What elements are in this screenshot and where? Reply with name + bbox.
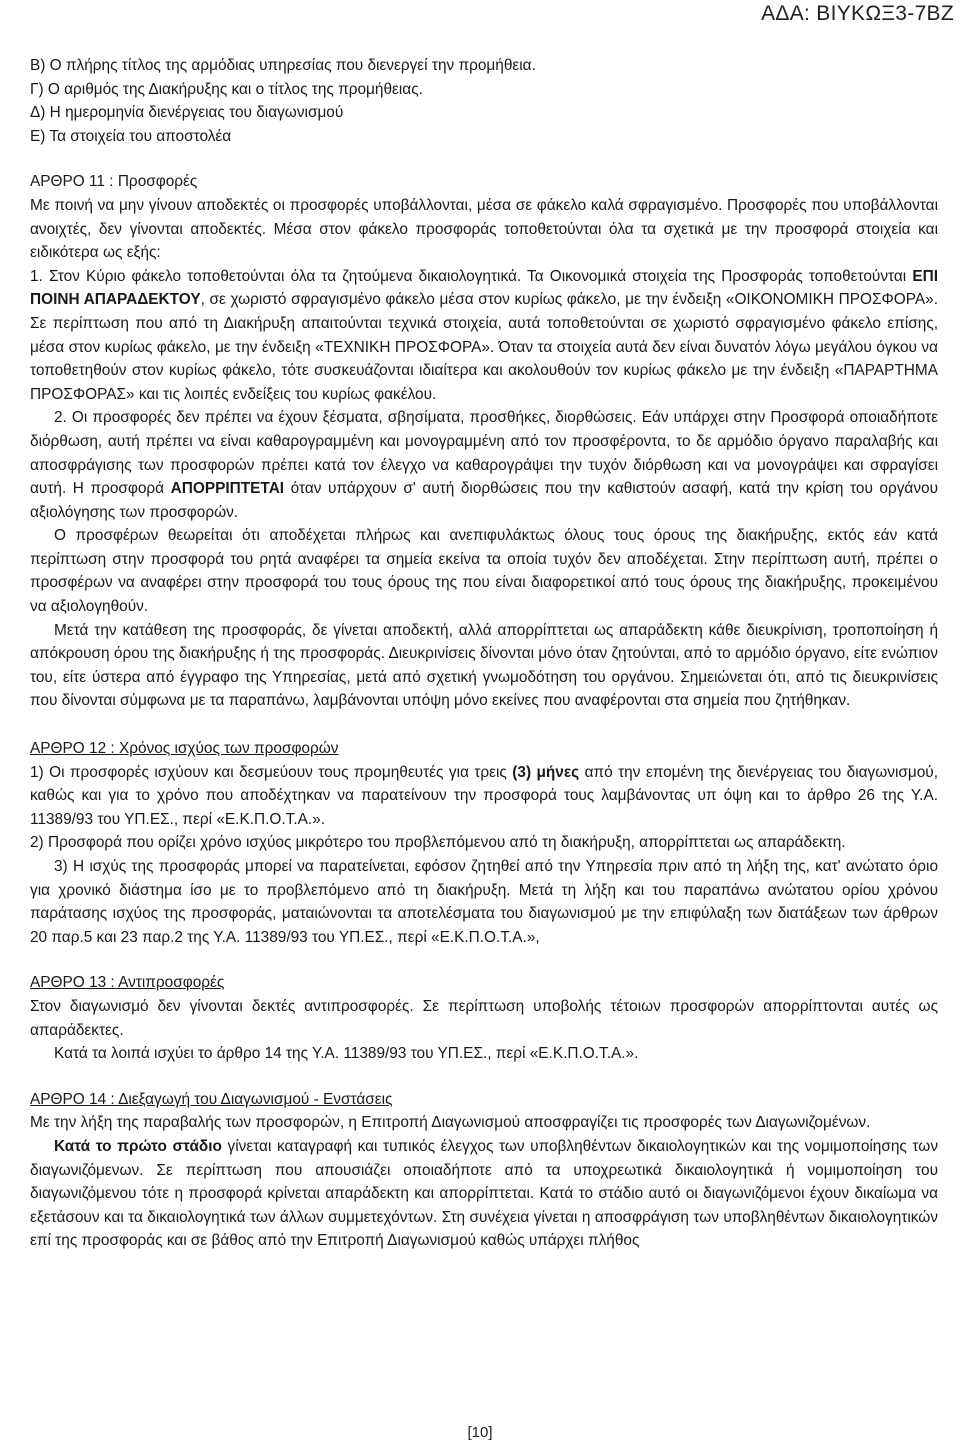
ada-code: ΑΔΑ: ΒΙΥΚΩΞ3-7ΒΖ [761,2,954,25]
bold-text: (3) μήνες [512,763,580,781]
article-12-paragraph-3: 3) Η ισχύς της προσφοράς μπορεί να παρατείνεται, εφόσον ζητηθεί από την Υπηρεσία πριν από τη λήξη της, κατ' ανώτατο όριο για χρονικό διάστημα ίσο με το προβλεπόμενο από τη διακήρυξη. Μετά τη λήξη και του παραπάνω ανώτατου ορίου χρόνου παράτασης ισχύος της προσφοράς, ματαιώνονται τα αποτελέσματα του διαγωνισμού με την επιφύλαξη των διατάξεων των άρθρων 20 παρ.5 και 23 παρ.2 της Υ.Α. 11389/93 του ΥΠ.ΕΣ., περί «Ε.Κ.Π.Ο.Τ.Α.», [30,858,938,946]
article-13-paragraph-1: Στον διαγωνισμό δεν γίνονται δεκτές αντιπροσφορές. Σε περίπτωση υποβολής τέτοιων προσφορών απορρίπτονται αυτές ως απαράδεκτες. [30,997,938,1039]
article-13-heading: ΑΡΘΡΟ 13 : Αντιπροσφορές [30,974,225,992]
list-item-g: Γ) Ο αριθμός της Διακήρυξης και ο τίτλος της προμήθειας. [30,80,423,98]
bold-text: Κατά το πρώτο στάδιο [54,1137,222,1155]
text-run: όταν υπάρχουν σ' αυτή διορθώσεις που την καθιστούν ασαφή, κατά την κρίση του οργάνου αξιολόγησης των προσφορών. [30,480,939,521]
article-12-heading: ΑΡΘΡΟ 12 : Χρόνος ισχύος των προσφορών [30,740,339,758]
article-14-heading: ΑΡΘΡΟ 14 : Διεξαγωγή του Διαγωνισμού - Ενστάσεις [30,1090,393,1108]
text-run: 2. Οι προσφορές δεν πρέπει να έχουν ξέσματα, σβησίματα, προσθήκες, διορθώσεις. Εάν υπάρχει στην Προσφορά οποιαδήποτε διόρθωση, αυτή πρέπει να είναι καθαρογραμμένη και μονογραμμένη από τον προσφέροντα, το δε αρμόδιο όργανο παραλαβής και αποσφράγισης των προσφορών πρέπει κατά τον έλεγχο να καθαρογράψει την τυχόν διόρθωση και να μονογράψει και σφραγίσει αυτή. Η προσφορά [30,409,938,498]
article-14-paragraph-1: Με την λήξη της παραβαλής των προσφορών, η Επιτροπή Διαγωνισμού αποσφραγίζει τις προσφορές των Διαγωνιζομένων. [30,1114,871,1132]
list-item-d: Δ) Η ημερομηνία διενέργειας του διαγωνισμού [30,104,344,122]
page-number: [10] [467,1424,493,1441]
text-run: γίνεται καταγραφή και τυπικός έλεγχος των υποβληθέντων δικαιολογητικών και της νομιμοποίησης των διαγωνιζόμενων. Σε περίπτωση που απουσιάζει οποιαδήποτε από τα υποχρεωτικά δικαιολογητικά ή νομιμοποίηση του διαγωνιζόμενου τότε η προσφορά κρίνεται απαράδεκτη και απορρίπτεται. Κατά το στάδιο αυτό οι διαγωνιζόμενοι έχουν δικαίωμα να εξετάσουν και τα δικαιολογητικά των άλλων συμμετεχόντων. Στη συνέχεια γίνεται η αποσφράγιση των υποβληθέντων δικαιολογητικών επί της προσφοράς και σε βάθος από την Επιτροπή Διαγωνισμού καθώς υπάρχει πλήθος [30,1137,939,1250]
article-11-heading: ΑΡΘΡΟ 11 : Προσφορές [30,173,198,191]
text-run: , σε χωριστό σφραγισμένο φάκελο μέσα στον κυρίως φάκελο, με την ένδειξη «ΟΙΚΟΝΟΜΙΚΗ ΠΡΟΣΦΟΡΑ». Σε περίπτωση που από τη Διακήρυξη απαιτούνται τεχνικά στοιχεία, αυτά τοποθετούνται σε χωριστό σφραγισμένο φάκελο επίσης, μέσα στον κυρίως φάκελο, με την ένδειξη «ΤΕΧΝΙΚΗ ΠΡΟΣΦΟΡΑ». Όταν τα στοιχεία αυτά δεν είναι δυνατόν λόγω μεγάλου όγκου να τοποθετηθούν στον κυρίως φάκελο, τότε συσκευάζονται ιδιαίτερα και ακολουθούν τον κυρίως φάκελο με την ένδειξη «ΠΑΡΑΡΤΗΜΑ ΠΡΟΣΦΟΡΑΣ» και τις λοιπές ενδείξεις του κυρίως φακέλου. [30,291,938,403]
article-11-paragraph-5: Μετά την κατάθεση της προσφοράς, δε γίνεται αποδεκτή, αλλά απορρίπτεται ως απαράδεκτη κάθε διευκρίνιση, τροποποίηση ή απόκρουση όρου της διακήρυξης ή της προσφοράς. Διευκρινίσεις δίνονται μόνο όταν ζητούνται, από το αρμόδιο όργανο, είτε ενώπιον του, είτε ύστερα από έγγραφο της Υπηρεσίας, μετά από σχετική γνωμοδότηση του οργάνου. Σημειώνεται ότι, από τις διευκρινίσεις που δίνονται σύμφωνα με τα παραπάνω, λαμβάνονται υπόψη μόνο εκείνες που αναφέρονται στα σημεία που ζητήθηκαν. [30,621,938,710]
text-run: 1. Στον Κύριο φάκελο τοποθετούνται όλα τα ζητούμενα δικαιολογητικά. Τα Οικονομικά στοιχεία της Προσφοράς τοποθετούνται [30,267,913,285]
article-12-paragraph-1 [30,761,938,832]
document-body [30,54,938,1253]
article-11-paragraph-1: Με ποινή να μην γίνουν αποδεκτές οι προσφορές υποβάλλονται, μέσα σε φάκελο καλά σφραγισμένο. Προσφορές που υποβάλλονται ανοιχτές, δεν γίνονται αποδεκτές. Μέσα στον φάκελο προσφοράς τοποθετούνται όλα τα σχετικά με την προσφορά στοιχεία και ειδικότερα ως εξής: [30,196,938,262]
text-run: από την επομένη της διενέργειας του διαγωνισμού, καθώς και για το χρόνο που αποδέχτηκαν να παρατείνουν την προσφορά τους λαμβάνοντας υπ όψη και το άρθρο 26 της Υ.Α. 11389/93 του ΥΠ.ΕΣ., περί «Ε.Κ.Π.Ο.Τ.Α.». [30,763,938,828]
article-11-paragraph-3 [30,406,938,524]
article-12-paragraph-2: 2) Προσφορά που ορίζει χρόνο ισχύος μικρότερο του προβλεπόμενου από τη διακήρυξη, απορρίπτεται ως απαράδεκτη. [30,834,846,852]
article-11-paragraph-4: Ο προσφέρων θεωρείται ότι αποδέχεται πλήρως και ανεπιφυλάκτως όλους τους όρους της διακήρυξης, εκτός εάν κατά περίπτωση στην προσφορά του ρητά αναφέρει τα σημεία εκείνα τα οποία τυχόν δεν αποδέχεται. Στην περίπτωση αυτή, πρέπει ο προσφέρων να αναφέρει στην προσφορά του τους όρους της που είναι διαφορετικοί από τους όρους της διακήρυξης, προκειμένου να αξιολογηθούν. [30,527,938,616]
bold-text: ΕΠΙ ΠΟΙΝΗ ΑΠΑΡΑΔΕΚΤΟΥ [30,267,938,309]
article-11-paragraph-2 [30,265,938,407]
text-run: 1) Οι προσφορές ισχύουν και δεσμεύουν τους προμηθευτές για τρεις [30,763,513,781]
list-item-e: Ε) Τα στοιχεία του αποστολέα [30,127,232,145]
bold-text: ΑΠΟΡΡΙΠΤΕΤΑΙ [170,480,285,498]
list-item-b: Β) Ο πλήρης τίτλος της αρμόδιας υπηρεσίας που διενεργεί την προμήθεια. [30,57,536,74]
article-13-paragraph-2: Κατά τα λοιπά ισχύει το άρθρο 14 της Υ.Α. 11389/93 του ΥΠ.ΕΣ., περί «Ε.Κ.Π.Ο.Τ.Α.». [54,1045,639,1063]
article-14-paragraph-2 [30,1135,938,1253]
